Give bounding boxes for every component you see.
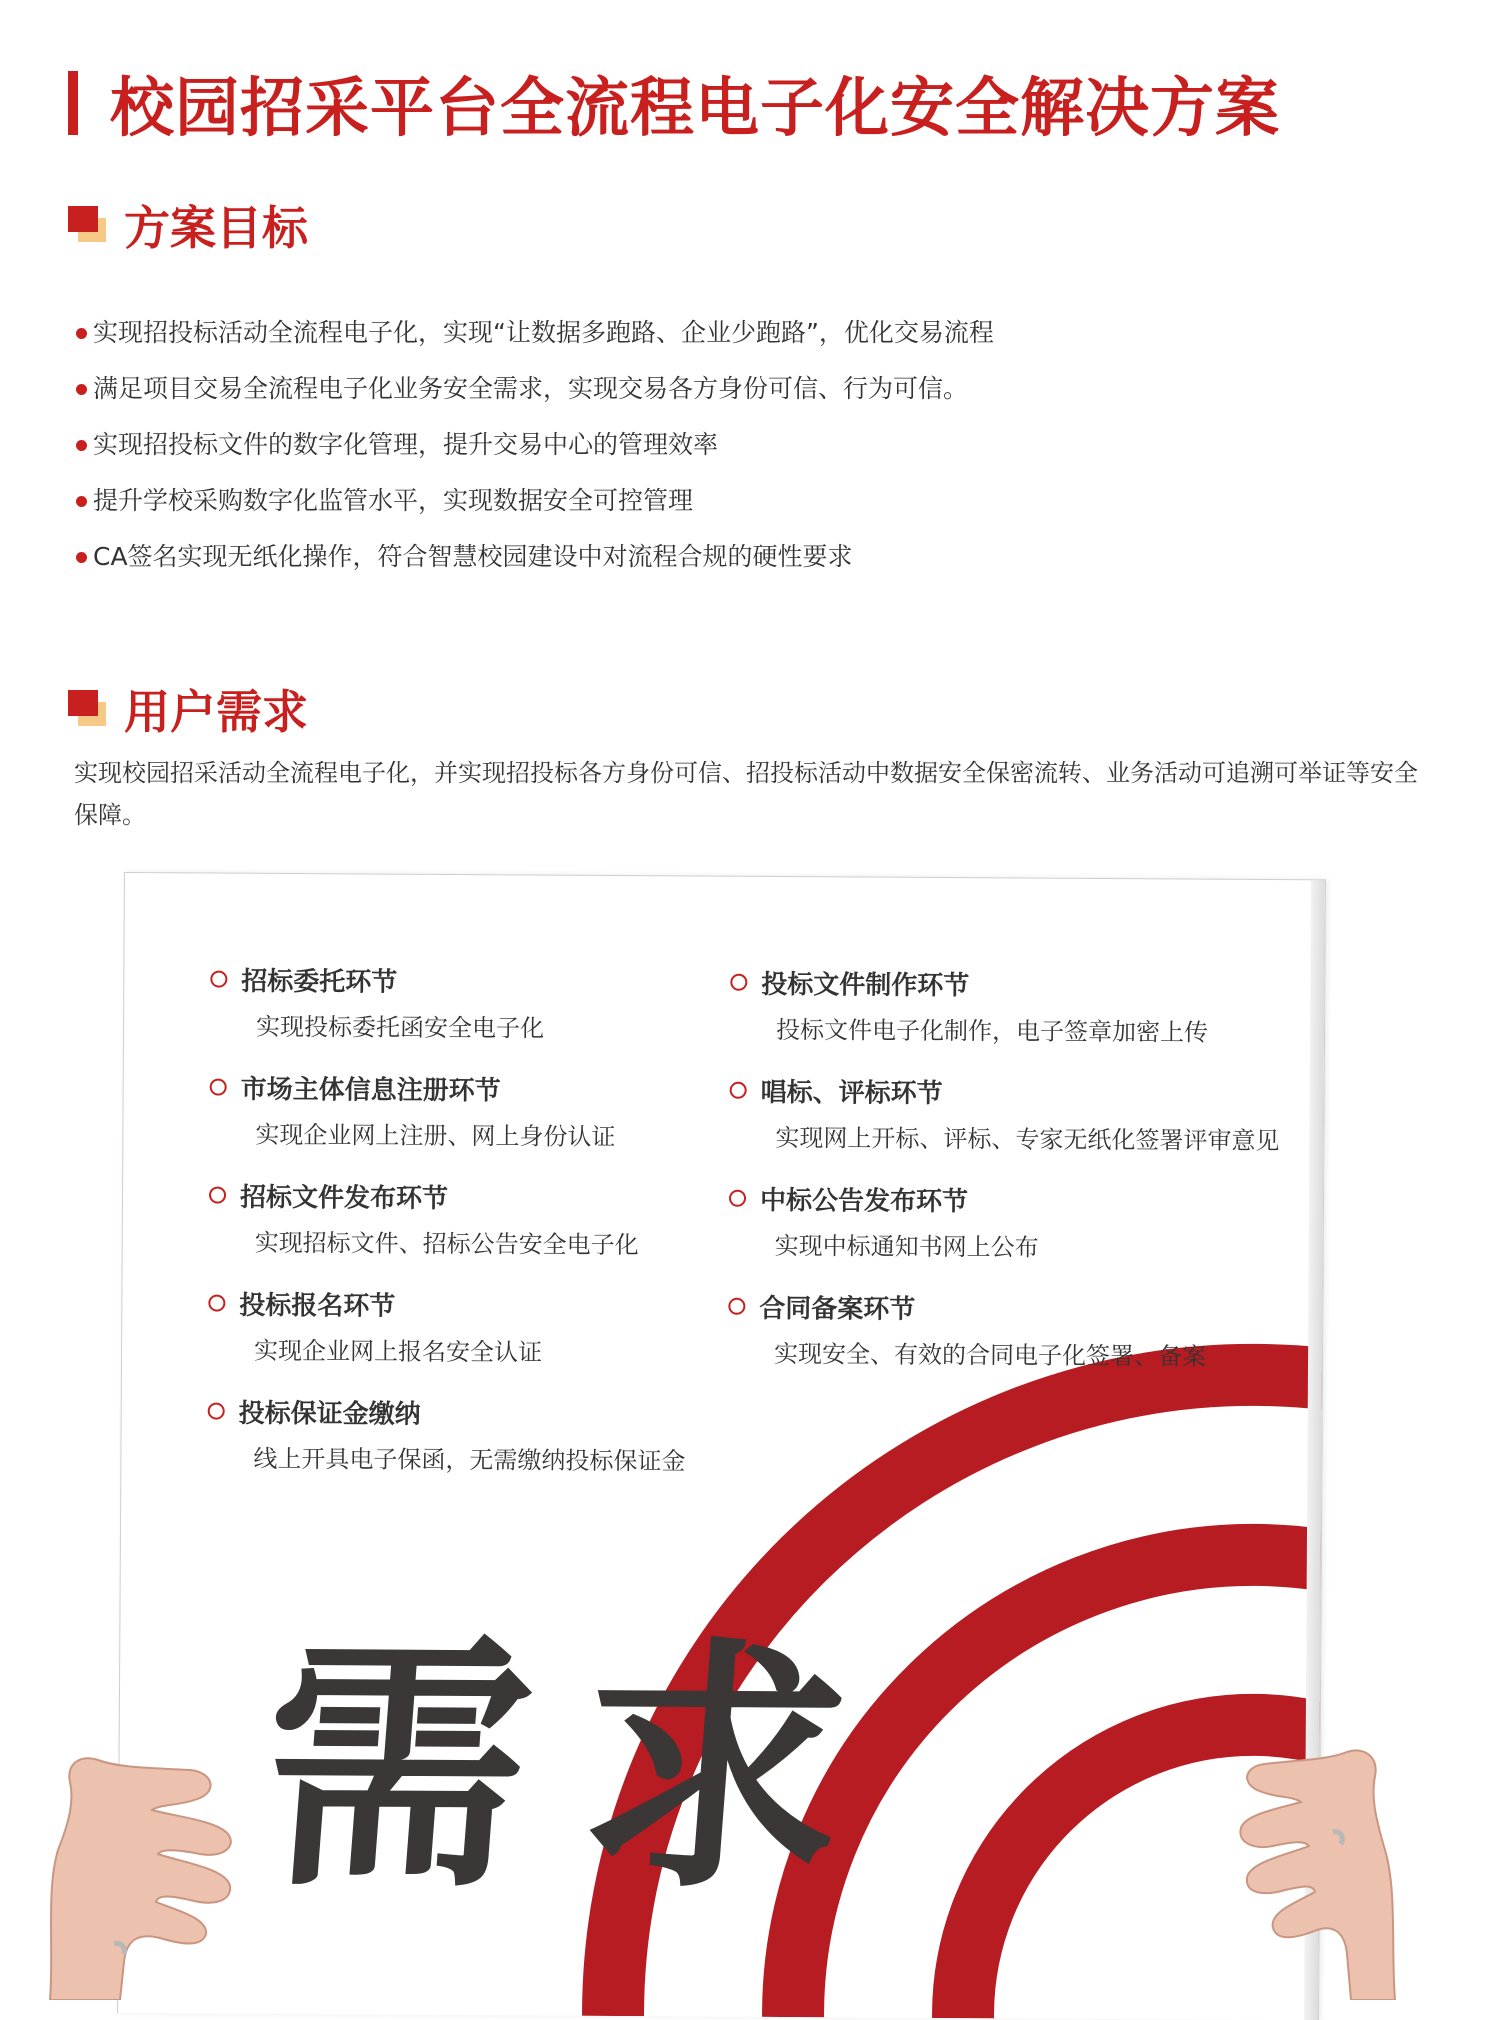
item-description: 实现网上开标、评标、专家无纸化签署评审意见 bbox=[775, 1123, 1280, 1156]
item-description: 实现投标委托函安全电子化 bbox=[255, 1012, 545, 1043]
item-title: 合同备案环节 bbox=[759, 1293, 916, 1325]
goals-heading bbox=[68, 192, 308, 258]
item-description: 线上开具电子保函，无需缴纳投标保证金 bbox=[253, 1444, 686, 1476]
circle-bullet-icon bbox=[210, 1078, 227, 1095]
title-accent-bar bbox=[68, 71, 78, 135]
page-header bbox=[68, 62, 1280, 144]
list-item bbox=[730, 963, 1281, 1052]
list-item bbox=[210, 960, 689, 1049]
circle-bullet-icon bbox=[208, 1294, 225, 1311]
list-item bbox=[208, 1284, 687, 1373]
goals-list bbox=[76, 305, 994, 585]
item-description: 实现招标文件、招标公告安全电子化 bbox=[254, 1228, 639, 1260]
left-column bbox=[207, 960, 688, 1503]
list-item: 实现招投标活动全流程电子化，实现“让数据多跑路、企业少跑路”，优化交易流程 bbox=[76, 305, 994, 361]
item-title: 唱标、评标环节 bbox=[760, 1077, 943, 1109]
list-item: 实现招投标文件的数字化管理，提升交易中心的管理效率 bbox=[76, 417, 994, 473]
brush-char: 需 bbox=[252, 1610, 542, 1924]
item-description: 实现安全、有效的合同电子化签署、备案 bbox=[773, 1339, 1207, 1371]
list-item: 提升学校采购数字化监管水平，实现数据安全可控管理 bbox=[76, 473, 994, 529]
list-item bbox=[729, 1179, 1280, 1268]
item-title: 中标公告发布环节 bbox=[759, 1185, 969, 1217]
list-item: CA签名实现无纸化操作，符合智慧校园建设中对流程合规的硬性要求 bbox=[76, 529, 994, 585]
circle-bullet-icon bbox=[208, 1402, 225, 1419]
left-hand-illustration bbox=[40, 1730, 250, 2000]
brush-char: 求 bbox=[569, 1612, 859, 1926]
list-item bbox=[207, 1392, 686, 1481]
needs-description: 实现校园招采活动全流程电子化，并实现招投标各方身份可信、招投标活动中数据安全保密流转、业务活动可追溯可举证等安全保障。 bbox=[74, 759, 1418, 829]
list-item bbox=[728, 1287, 1279, 1376]
item-title: 招标文件发布环节 bbox=[239, 1182, 449, 1214]
circle-bullet-icon bbox=[210, 970, 227, 987]
bullet-icon bbox=[76, 384, 87, 395]
bullet-icon bbox=[76, 496, 87, 507]
item-title: 投标报名环节 bbox=[239, 1290, 396, 1322]
item-title: 投标保证金缴纳 bbox=[238, 1398, 421, 1430]
list-item bbox=[209, 1176, 688, 1265]
list-item bbox=[729, 1071, 1280, 1160]
circle-bullet-icon bbox=[729, 1189, 746, 1206]
bullet-icon bbox=[76, 552, 87, 563]
circle-bullet-icon bbox=[730, 973, 747, 990]
poster-board bbox=[117, 872, 1326, 2020]
circle-bullet-icon bbox=[730, 1081, 747, 1098]
circle-bullet-icon bbox=[728, 1297, 745, 1314]
item-description: 实现中标通知书网上公布 bbox=[774, 1231, 1039, 1262]
item-title: 招标委托环节 bbox=[241, 966, 398, 998]
needs-heading-text: 用户需求 bbox=[124, 685, 308, 739]
item-description: 投标文件电子化制作，电子签章加密上传 bbox=[775, 1015, 1209, 1047]
needs-heading bbox=[68, 676, 308, 742]
list-item bbox=[209, 1068, 688, 1157]
section-square-icon bbox=[68, 206, 108, 244]
right-column bbox=[728, 963, 1281, 1398]
bullet-icon bbox=[76, 440, 87, 451]
item-description: 实现企业网上注册、网上身份认证 bbox=[255, 1120, 616, 1152]
circle-bullet-icon bbox=[209, 1186, 226, 1203]
bullet-icon bbox=[76, 328, 87, 339]
goals-heading-text: 方案目标 bbox=[124, 201, 308, 255]
item-title: 市场主体信息注册环节 bbox=[240, 1074, 501, 1106]
section-square-icon bbox=[68, 690, 108, 728]
item-description: 实现企业网上报名安全认证 bbox=[253, 1336, 543, 1367]
brush-calligraphy bbox=[252, 1610, 859, 1926]
right-hand-illustration bbox=[1235, 1720, 1405, 2000]
item-title: 投标文件制作环节 bbox=[761, 969, 970, 1001]
page-title: 校园招采平台全流程电子化安全解决方案 bbox=[110, 72, 1280, 146]
list-item: 满足项目交易全流程电子化业务安全需求，实现交易各方身份可信、行为可信。 bbox=[76, 361, 994, 417]
